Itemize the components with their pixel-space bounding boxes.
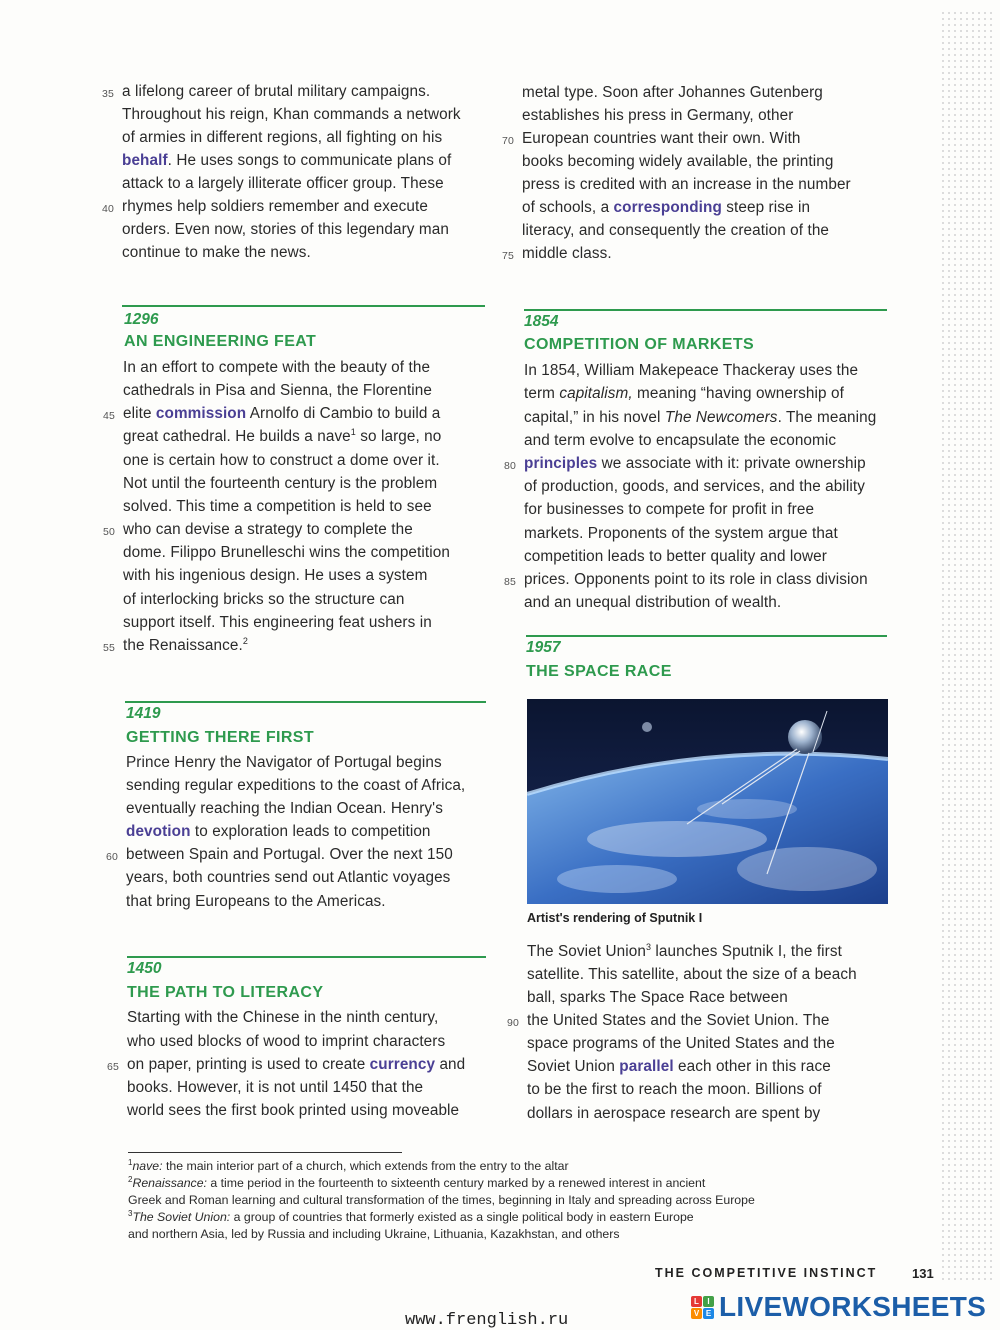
text-run: that bring Europeans to the Americas. (126, 893, 386, 910)
body-line (126, 868, 450, 888)
body-line (127, 1078, 423, 1098)
text-run: world sees the first book printed using moveable (127, 1102, 460, 1119)
text-run: In 1854, William Makepeace Thackeray uses the (524, 362, 859, 379)
text-run: a group of countries that formerly existed as a single political body in eastern Europe (230, 1210, 694, 1224)
running-footer-title: THE COMPETITIVE INSTINCT (655, 1266, 878, 1280)
text-run: and northern Asia, led by Russia and including Ukraine, Lithuania, Kazakhstan, and others (128, 1227, 620, 1241)
section-title: COMPETITION OF MARKETS (524, 336, 755, 353)
body-line (126, 776, 465, 796)
text-run: of schools, a (522, 199, 614, 216)
text-run: Arnolfo di Cambio to build a (246, 405, 441, 422)
body-line (122, 243, 311, 263)
body-line (103, 520, 413, 540)
body-line (107, 1055, 466, 1075)
body-line (527, 988, 788, 1008)
text-run: eventually reaching the Indian Ocean. Henry's (126, 800, 443, 817)
section-rule (526, 635, 887, 637)
text-run: satellite. This satellite, about the size of a beach (527, 966, 857, 983)
line-number: 50 (103, 526, 115, 538)
line-number: 45 (103, 410, 115, 422)
body-line (122, 220, 449, 240)
vocabulary-word: behalf (122, 152, 168, 169)
text-run: attack to a largely illiterate officer group. These (122, 175, 444, 192)
line-number: 75 (502, 250, 514, 262)
text-run: continue to make the news. (122, 244, 311, 261)
text-run: a lifelong career of brutal military campaigns. (122, 83, 431, 100)
text-run: books becoming widely available, the printing (522, 153, 834, 170)
vocabulary-word: principles (524, 455, 598, 472)
body-line (522, 106, 793, 126)
text-run: markets. Proponents of the system argue that (524, 525, 838, 542)
italic-text: capitalism, (559, 385, 633, 402)
body-line (502, 129, 801, 149)
text-run: the Renaissance. (123, 637, 243, 654)
margin-dot-pattern (940, 10, 992, 1280)
section-rule (127, 956, 486, 958)
section-title: THE SPACE RACE (526, 663, 672, 680)
footnote-marker: 3 (128, 1208, 133, 1218)
body-line (527, 1057, 831, 1077)
section-year: 1957 (526, 639, 561, 656)
text-run: literacy, and consequently the creation of the (522, 222, 830, 239)
body-line (524, 384, 844, 404)
text-run: between Spain and Portugal. Over the next 150 (126, 846, 453, 863)
body-line (123, 566, 427, 586)
vocabulary-word: currency (369, 1056, 436, 1073)
text-run: The Soviet Union (527, 943, 646, 960)
vocabulary-word: parallel (619, 1058, 674, 1075)
text-run: for businesses to compete for profit in free (524, 501, 815, 518)
body-line (504, 454, 866, 474)
logo-tile: L (691, 1296, 702, 1307)
text-run: In an effort to compete with the beauty of the (123, 359, 431, 376)
text-run: and term evolve to encapsulate the economic (524, 432, 837, 449)
text-run: elite (123, 405, 156, 422)
text-run: years, both countries send out Atlantic voyages (126, 869, 451, 886)
footnote-marker: 1 (128, 1157, 133, 1167)
body-line (522, 152, 833, 172)
text-run: and (435, 1056, 466, 1073)
section-year: 1419 (126, 705, 161, 722)
text-run: press is credited with an increase in the number (522, 176, 851, 193)
line-number: 40 (102, 203, 114, 215)
logo-tile: E (703, 1308, 714, 1319)
section-year: 1296 (124, 311, 159, 328)
line-number: 35 (102, 88, 114, 100)
text-run: Starting with the Chinese in the ninth century, (127, 1009, 439, 1026)
text-run: of interlocking bricks so the structure can (123, 591, 405, 608)
text-run: . He uses songs to communicate plans of (167, 152, 452, 169)
body-line (502, 244, 612, 264)
vocabulary-word: corresponding (613, 199, 722, 216)
text-run: rhymes help soldiers remember and execute (122, 198, 428, 215)
text-run: so large, no (355, 428, 442, 445)
section-rule (524, 309, 887, 311)
photo-caption: Artist's rendering of Sputnik I (527, 911, 703, 925)
text-run: meaning “having ownership of (632, 385, 844, 402)
body-line (524, 593, 781, 613)
body-line (123, 474, 437, 494)
text-run: on paper, printing is used to create (127, 1056, 370, 1073)
line-number: 60 (106, 851, 118, 863)
vocabulary-word: devotion (126, 823, 191, 840)
body-line (102, 197, 428, 217)
body-line (123, 613, 432, 633)
body-line (522, 83, 823, 103)
footnote-rule (128, 1152, 402, 1153)
watermark-url: www.frenglish.ru (405, 1311, 569, 1330)
section-title: THE PATH TO LITERACY (127, 984, 324, 1001)
text-run: Greek and Roman learning and cultural transformation of the times, beginning in Italy and spreading across Europe (128, 1193, 755, 1207)
text-run: . The meaning (777, 409, 877, 426)
text-run: we associate with it: private ownership (597, 455, 866, 472)
footnote-line (128, 1158, 569, 1175)
body-line (504, 570, 868, 590)
liveworksheets-logo (691, 1291, 986, 1323)
liveworksheets-wordmark: LIVEWORKSHEETS (719, 1291, 987, 1322)
text-run: orders. Even now, stories of this legendary man (122, 221, 449, 238)
line-number: 80 (504, 460, 516, 472)
body-line (527, 1104, 820, 1124)
body-line (527, 1080, 822, 1100)
text-run: establishes his press in Germany, other (522, 107, 794, 124)
text-run: support itself. This engineering feat ushers in (123, 614, 432, 631)
logo-tile: I (703, 1296, 714, 1307)
line-number: 85 (504, 576, 516, 588)
footnote-line (128, 1192, 755, 1209)
body-line (123, 543, 450, 563)
section-rule (122, 305, 485, 307)
text-run: competition leads to better quality and lower (524, 548, 827, 565)
text-run: dome. Filippo Brunelleschi wins the competition (123, 544, 450, 561)
text-run: Soviet Union (527, 1058, 620, 1075)
line-number: 70 (502, 135, 514, 147)
logo-tile: V (691, 1308, 702, 1319)
footnote-line (128, 1175, 705, 1192)
text-run: Prince Henry the Navigator of Portugal begins (126, 754, 442, 771)
body-line (123, 497, 432, 517)
section-year: 1450 (127, 960, 162, 977)
body-line (126, 799, 443, 819)
footnote-marker: 2 (242, 635, 248, 646)
body-line (524, 431, 836, 451)
body-line (102, 82, 431, 102)
text-run: of production, goods, and services, and the ability (524, 478, 865, 495)
text-run: Throughout his reign, Khan commands a network (122, 106, 461, 123)
body-line (524, 477, 865, 497)
body-line (524, 500, 814, 520)
text-run: ball, sparks The Space Race between (527, 989, 788, 1006)
italic-text: The Newcomers (664, 409, 778, 426)
text-run: each other in this race (673, 1058, 831, 1075)
text-run: a time period in the fourteenth to sixteenth century marked by a renewed interest in ancient (206, 1176, 706, 1190)
body-line (522, 198, 810, 218)
page-number: 131 (912, 1266, 934, 1281)
body-line (123, 381, 432, 401)
text-run: metal type. Soon after Johannes Gutenberg (522, 84, 823, 101)
footnote-marker: 2 (128, 1174, 133, 1184)
text-run: solved. This time a competition is held to see (123, 498, 432, 515)
footnote-line (128, 1209, 694, 1226)
italic-text: Renaissance: (132, 1176, 207, 1190)
body-line (527, 1034, 835, 1054)
body-line (527, 965, 857, 985)
text-run: books. However, it is not until 1450 that the (127, 1079, 424, 1096)
body-line (524, 547, 827, 567)
liveworksheets-logo-icon (691, 1296, 714, 1319)
text-run: European countries want their own. With (522, 130, 801, 147)
text-run: with his ingenious design. He uses a system (123, 567, 428, 584)
body-line (126, 822, 431, 842)
body-line (522, 221, 829, 241)
section-rule (125, 701, 486, 703)
text-run: space programs of the United States and the (527, 1035, 835, 1052)
body-line (122, 128, 442, 148)
text-run: sending regular expeditions to the coast of Africa, (126, 777, 466, 794)
body-line (122, 105, 461, 125)
footnote-marker: 3 (645, 941, 652, 952)
body-line (127, 1101, 459, 1121)
text-run: to be the first to reach the moon. Billions of (527, 1081, 822, 1098)
section-year: 1854 (524, 313, 559, 330)
text-run: term (524, 385, 560, 402)
text-run: to exploration leads to competition (190, 823, 431, 840)
footnote-line (128, 1226, 620, 1243)
line-number: 55 (103, 642, 115, 654)
body-line (122, 151, 451, 171)
text-run: middle class. (522, 245, 612, 262)
body-line (123, 590, 404, 610)
text-run: who can devise a strategy to complete the (123, 521, 413, 538)
body-line (106, 845, 453, 865)
body-line (127, 1032, 445, 1052)
body-line (524, 361, 858, 381)
body-line (122, 174, 444, 194)
text-run: prices. Opponents point to its role in class division (524, 571, 868, 588)
text-run: the United States and the Soviet Union. The (527, 1012, 830, 1029)
text-run: cathedrals in Pisa and Sienna, the Florentine (123, 382, 432, 399)
text-run: of armies in different regions, all fighting on his (122, 129, 443, 146)
body-line (507, 1011, 830, 1031)
body-line (123, 358, 430, 378)
line-number: 90 (507, 1017, 519, 1029)
sputnik-illustration (527, 699, 888, 904)
body-line (123, 427, 441, 447)
line-number: 65 (107, 1061, 119, 1073)
footnote-marker: 1 (350, 426, 356, 437)
text-run: Not until the fourteenth century is the problem (123, 475, 438, 492)
body-line (103, 635, 248, 656)
section-title: GETTING THERE FIRST (126, 729, 315, 746)
text-run: capital,” in his novel (524, 409, 665, 426)
italic-text: nave: (132, 1159, 163, 1173)
text-run: and an unequal distribution of wealth. (524, 594, 782, 611)
section-title: AN ENGINEERING FEAT (124, 333, 317, 350)
text-run: the main interior part of a church, which extends from the entry to the altar (162, 1159, 569, 1173)
vocabulary-word: commission (155, 405, 247, 422)
body-line (522, 175, 851, 195)
text-run: great cathedral. He builds a nave (123, 428, 351, 445)
text-run: steep rise in (721, 199, 811, 216)
italic-text: The Soviet Union: (132, 1210, 231, 1224)
body-line (127, 1008, 438, 1028)
text-run: dollars in aerospace research are spent by (527, 1105, 821, 1122)
body-line (524, 408, 876, 428)
body-line (103, 404, 441, 424)
text-run: who used blocks of wood to imprint characters (127, 1033, 446, 1050)
text-run: launches Sputnik I, the first (651, 943, 842, 960)
body-line (126, 892, 386, 912)
body-line (126, 753, 442, 773)
body-line (123, 451, 440, 471)
body-line (527, 942, 842, 962)
text-run: one is certain how to construct a dome over it. (123, 452, 440, 469)
sputnik-image (527, 699, 888, 904)
body-line (524, 524, 838, 544)
